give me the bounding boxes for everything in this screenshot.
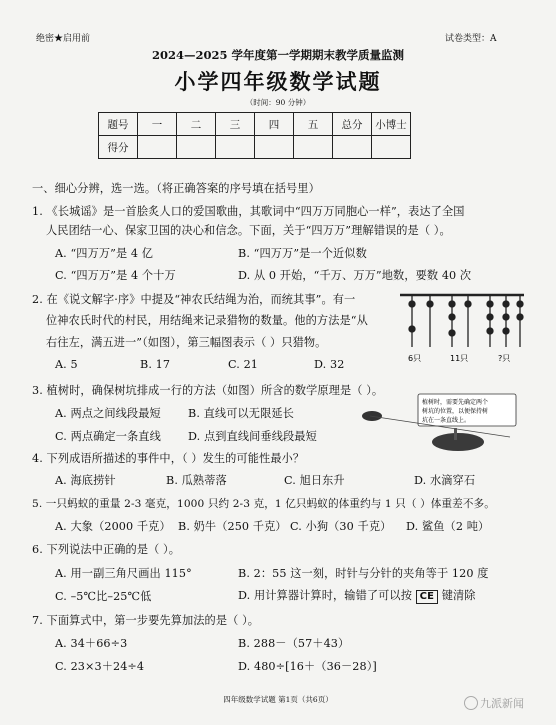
score-cell[interactable] <box>372 136 411 159</box>
q2-line1: 2. 在《说文解字·序》中提及“神农氏结绳为治，而统其事”。有一 <box>32 293 356 306</box>
column-header: 三 <box>216 113 255 136</box>
q7-option-b: B. 288－（57＋43） <box>238 637 350 650</box>
score-cell[interactable] <box>294 136 333 159</box>
rope-label-2: 11只 <box>450 354 469 363</box>
q3-option-b: B. 直线可以无限延长 <box>188 407 294 420</box>
q4-option-b: B. 瓜熟蒂落 <box>166 474 227 487</box>
q1-option-c: C. “四万万”是 4 个十万 <box>55 269 176 282</box>
q5-option-d: D. 鲨鱼（2 吨） <box>406 520 490 533</box>
q6-option-d-text: D. 用计算器计算时，输错了可以按 <box>238 589 413 602</box>
row-header-score: 得分 <box>99 136 138 159</box>
column-header: 五 <box>294 113 333 136</box>
rope-label-3: ?只 <box>498 354 511 363</box>
tree-note-2: 树坑的位置，以便保持树 <box>422 408 489 415</box>
section1-heading: 一、细心分辨，选一选。（将正确答案的序号填在括号里） <box>32 182 320 195</box>
tree-note-1: 植树时，需要先确定两个 <box>422 399 489 406</box>
column-header: 一 <box>138 113 177 136</box>
exam-title: 2024—2025 学年度第一学期期末教学质量监测 <box>151 48 404 62</box>
column-header: 四 <box>255 113 294 136</box>
q5-option-c: C. 小狗（30 千克） <box>290 520 392 533</box>
rope-label-1: 6只 <box>408 354 422 363</box>
score-cell[interactable] <box>333 136 372 159</box>
q3-line1: 3. 植树时，确保树坑排成一行的方法（如图）所含的数学原理是（ ）。 <box>32 384 384 397</box>
subject-title: 小学四年级数学试题 <box>174 69 382 94</box>
q5-option-a: A. 大象（2000 千克） <box>55 520 171 533</box>
q1-option-b: B. “四万万”是一个近似数 <box>238 247 367 260</box>
rope-group-1 <box>409 295 433 347</box>
q7-option-d: D. 480÷[16＋（36－28）] <box>238 660 377 673</box>
q4-option-c: C. 旭日东升 <box>284 474 345 487</box>
q2-option-b: B. 17 <box>140 358 171 371</box>
q2-line2: 位神农氏时代的村民，用结绳来记录猎物的数量。他的方法是“从 <box>46 314 368 327</box>
column-header: 二 <box>177 113 216 136</box>
knotted-rope-figure <box>398 289 528 367</box>
q6-option-b: B. 2：55 这一刻，时针与分针的夹角等于 120 度 <box>238 567 489 580</box>
tree-pit-2 <box>432 433 484 451</box>
watermark-logo-icon <box>464 696 478 710</box>
stake <box>454 428 457 440</box>
q6-option-d <box>238 587 476 604</box>
q3-option-c: C. 两点确定一条直线 <box>55 430 161 443</box>
q3-option-a: A. 两点之间线段最短 <box>55 407 161 420</box>
score-cell[interactable] <box>255 136 294 159</box>
q4-line1: 4. 下列成语所描述的事件中，（ ）发生的可能性最小？ <box>32 452 305 465</box>
ce-key-icon: CE <box>416 590 438 604</box>
tree-planting-figure <box>350 392 530 454</box>
score-cell[interactable] <box>177 136 216 159</box>
score-cell[interactable] <box>138 136 177 159</box>
score-table-row-question <box>99 113 411 136</box>
q2-option-c: C. 21 <box>228 358 259 371</box>
q3-option-d: D. 点到直线间垂线段最短 <box>188 430 317 443</box>
score-table-row-score <box>99 136 411 159</box>
q7-option-a: A. 34＋66÷3 <box>55 637 128 650</box>
row-header-question: 题号 <box>99 113 138 136</box>
score-table <box>98 112 411 159</box>
q1-line2: 人民团结一心、保家卫国的决心和信念。下面，关于“四万万”理解错误的是（ ）。 <box>46 224 451 237</box>
tree-note-3: 坑在一条直线上。 <box>422 417 471 424</box>
q2-line3: 右往左，满五进一”（如图），第三幅图表示（ ）只猎物。 <box>46 336 327 349</box>
page-footer: 四年级数学试题 第1页（共6页） <box>223 695 333 704</box>
q5-line1: 5. 一只蚂蚁的重量 2-3 毫克，1000 只约 2-3 克，1 亿只蚂蚁的体重约与 1 只（ ）体重差不多。 <box>32 498 495 510</box>
q7-option-c: C. 23×3＋24÷4 <box>55 660 145 673</box>
rope-group-2 <box>449 295 471 347</box>
column-header: 总分 <box>333 113 372 136</box>
q1-line1: 1. 《长城谣》是一首脍炙人口的爱国歌曲，其歌词中“四万万同胞心一样”，表达了全国 <box>32 205 465 218</box>
q4-option-a: A. 海底捞针 <box>55 474 116 487</box>
watermark: 九派新闻 <box>480 697 524 710</box>
q6-option-c: C. –5℃比–25℃低 <box>55 590 152 603</box>
q6-option-a: A. 用一副三角尺画出 115° <box>55 567 192 580</box>
q2-option-a: A. 5 <box>55 358 78 371</box>
q7-line1: 7. 下面算式中，第一步要先算加法的是（ ）。 <box>32 614 260 627</box>
column-header: 小博士 <box>372 113 411 136</box>
exam-time: （时间：90 分钟） <box>245 98 311 107</box>
q6-option-d-suffix: 键清除 <box>441 589 476 602</box>
rope-group-3 <box>487 295 523 347</box>
confidential-mark: 绝密★启用前 <box>36 34 91 44</box>
q2-option-d: D. 32 <box>314 358 345 371</box>
q4-option-d: D. 水滴穿石 <box>414 474 476 487</box>
score-cell[interactable] <box>216 136 255 159</box>
q1-option-a: A. “四万万”是 4 亿 <box>55 247 154 260</box>
q1-option-d: D. 从 0 开始，“千万、万万”地数，要数 40 次 <box>238 269 472 282</box>
q5-option-b: B. 奶牛（250 千克） <box>178 520 287 533</box>
q6-line1: 6. 下列说法中正确的是（ ）。 <box>32 543 181 556</box>
paper-type: 试卷类型：A <box>445 34 497 44</box>
